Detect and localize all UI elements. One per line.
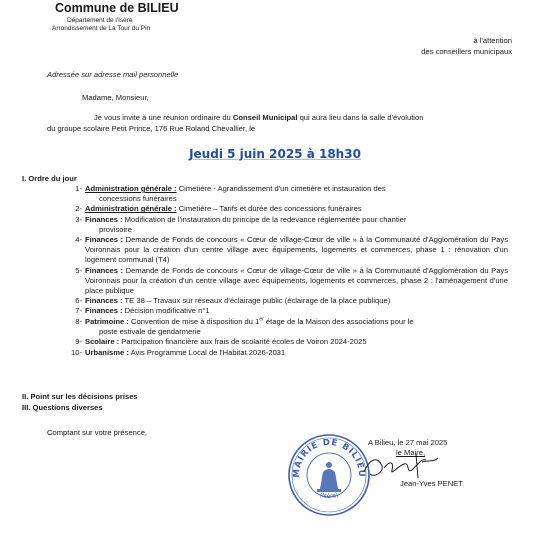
agenda-item-category: Administration générale : bbox=[85, 204, 177, 214]
agenda-item-continuation: concessions funéraires bbox=[99, 194, 177, 203]
signatory-name: Jean-Yves PENET bbox=[400, 479, 463, 488]
commune-title: Commune de BILIEU bbox=[55, 1, 179, 15]
agenda-item-text: Cimetière - Agrandissement d'un cimetière et instauration des bbox=[176, 184, 386, 193]
agenda-item bbox=[58, 266, 508, 296]
arrondissement-line: Arrondissement de La Tour du Pin bbox=[52, 25, 151, 32]
agenda-item-number: 10- bbox=[71, 347, 82, 357]
signature-place-date: A Bilieu, le 27 mai 2025 bbox=[368, 438, 448, 447]
invitation-line-2: du groupe scolaire Petit Prince, 176 Rue Roland Chevallier, le bbox=[47, 123, 256, 133]
meeting-date: Jeudi 5 juin 2025 à 18h30 bbox=[189, 147, 361, 161]
agenda-item-text: Demande de Fonds de concours « Cœur de village-Cœur de ville » à la Communauté d'Agglomération du Pays Voironnais pour la création d'un centre village avec équipements, logements et commerces, phase 1 : rénovation d'un logement communal (T4) bbox=[85, 235, 509, 265]
agenda-item-text: Modification de l'instauration du principe de la redevance réglementée pour chantier bbox=[122, 214, 407, 224]
agenda-item-text: Avis Programme Local de l'Habitat 2026-2031 bbox=[128, 347, 286, 357]
agenda-item-number: 2- bbox=[75, 204, 82, 214]
departement-line: Département de l'Isère bbox=[67, 17, 133, 24]
invitation-paragraph bbox=[47, 113, 502, 134]
agenda-item bbox=[58, 296, 508, 306]
agenda-item-text: étage de la Maison des associations pour le bbox=[263, 316, 414, 326]
attention-line-1: à l'attention bbox=[473, 36, 512, 45]
agenda-item bbox=[58, 348, 508, 358]
signature-title: le Maire, bbox=[396, 448, 426, 457]
agenda-item-body bbox=[85, 306, 508, 316]
agenda-item-text: Cimetière – Tarifs et durée des concessions funéraires bbox=[176, 204, 362, 214]
agenda-item-body bbox=[85, 235, 508, 265]
agenda-item bbox=[58, 337, 508, 347]
agenda-item-number: 3- bbox=[75, 214, 82, 224]
agenda-item-category: Finances : bbox=[85, 306, 123, 316]
agenda-item-body bbox=[85, 204, 508, 214]
agenda-item-number: 4- bbox=[75, 235, 82, 245]
agenda-item-body bbox=[85, 348, 508, 358]
agenda-item-body bbox=[85, 266, 508, 296]
agenda-item-text: Décision modificative n°1 bbox=[122, 306, 210, 316]
agenda-item-number: 1- bbox=[75, 184, 82, 193]
address-note: Adressée sur adresse mail personnelle bbox=[47, 70, 179, 79]
agenda-item-number: 5- bbox=[75, 265, 82, 275]
agenda-item-category: Patrimoine : bbox=[85, 316, 129, 326]
section-ordre-du-jour: I. Ordre du jour bbox=[22, 174, 77, 183]
seal-top-text: MAIRIE DE BILIEU bbox=[291, 437, 367, 478]
invitation-text-end: qui aura lieu dans la salle d'évolution bbox=[297, 113, 424, 122]
agenda-item bbox=[58, 184, 508, 204]
agenda-item-text: Participation financière aux frais de scolarité écoles de Voiron 2024-2025 bbox=[119, 337, 367, 347]
agenda-item-body bbox=[85, 184, 508, 204]
agenda-item-superscript: er bbox=[259, 316, 264, 323]
agenda-item-number: 6- bbox=[75, 295, 82, 305]
agenda-item-number: 7- bbox=[75, 306, 82, 316]
agenda-item-category: Finances : bbox=[85, 235, 124, 245]
agenda-item-category: Scolaire : bbox=[85, 337, 120, 347]
agenda-item bbox=[58, 235, 508, 265]
invitation-bold: Conseil Municipal bbox=[232, 113, 298, 122]
agenda-item-category: Urbanisme : bbox=[85, 347, 129, 357]
agenda-item-text: Convention de mise à disposition du 1 bbox=[128, 316, 260, 326]
attention-line-2: des conseillers municipaux bbox=[421, 46, 512, 56]
agenda-item-text: Demande de Fonds de concours « Cœur de village-Cœur de ville » à la Communauté d'Agglomération du Pays Voironnais pour la création d'un centre village avec équipements, logements et commerces, phase 2 : l'aménagement d'une place publique bbox=[85, 265, 509, 295]
seal-bottom-text: (Isère) bbox=[318, 491, 340, 500]
agenda-item-number: 9- bbox=[75, 337, 82, 347]
agenda-item-category: Finances : bbox=[85, 214, 123, 224]
agenda-item bbox=[58, 215, 508, 235]
agenda-item-body bbox=[85, 317, 508, 337]
attention-block bbox=[421, 36, 512, 57]
agenda-item bbox=[58, 317, 508, 337]
salutation: Madame, Monsieur, bbox=[82, 93, 149, 102]
agenda-item-body bbox=[85, 296, 508, 306]
agenda-list bbox=[58, 184, 508, 358]
seal-emblem bbox=[317, 462, 341, 492]
agenda-item-number: 8- bbox=[75, 316, 82, 326]
svg-text:(Isère) bbox=[319, 491, 339, 500]
agenda-item-body bbox=[85, 215, 508, 235]
agenda-item-continuation: poste estivale de gendarmerie bbox=[99, 326, 201, 336]
agenda-item-continuation: provisoire bbox=[99, 224, 132, 234]
agenda-item bbox=[58, 306, 508, 316]
agenda-item-body bbox=[85, 337, 508, 347]
section-questions: III. Questions diverses bbox=[22, 403, 103, 412]
closing-line: Comptant sur votre présence, bbox=[47, 428, 148, 437]
section-decisions: II. Point sur les décisions prises bbox=[22, 392, 138, 401]
agenda-item-text: TE 38 – Travaux sur réseaux d'éclairage public (éclairage de la place publique) bbox=[122, 295, 391, 305]
agenda-item bbox=[58, 204, 508, 214]
invitation-text-start: Je vous invite à une réunion ordinaire du bbox=[94, 113, 233, 122]
agenda-item-category: Administration générale : bbox=[85, 184, 177, 193]
agenda-item-category: Finances : bbox=[85, 295, 123, 305]
agenda-item-category: Finances : bbox=[85, 265, 124, 275]
